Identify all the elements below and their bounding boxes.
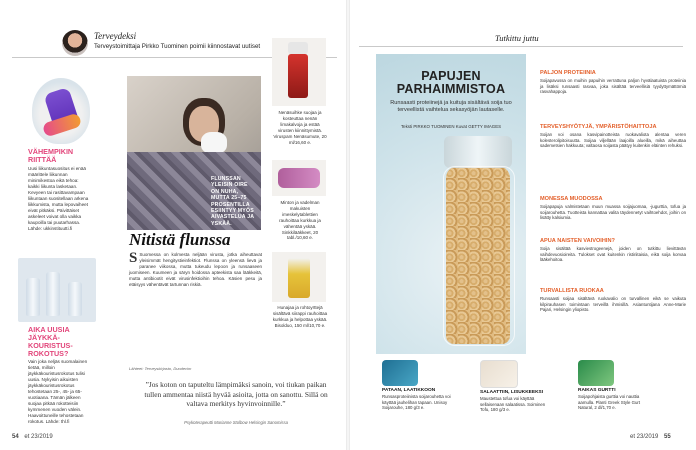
vaccine-image	[18, 258, 96, 322]
photo-tissue	[201, 132, 227, 154]
section-subtitle: Terveystoimittaja Pirkko Tuominen poimii kiinnostavat uutiset	[94, 43, 261, 50]
product-name-2: SALAATTIIN, LISUKKEEKSI	[480, 390, 544, 395]
sock-image	[32, 78, 90, 144]
section-body-1: Soijapavussa on muihin papuihin verrattuna paljon hyvälaatuista proteiinia ja lisäksi runsaasti rasvaa, joka sisältää terveellisiä tyydyttymättömiä rasvahappoja.	[540, 78, 686, 95]
soy-mince-image	[382, 360, 418, 386]
nasal-spray-image	[272, 38, 326, 106]
product-text-1: Nenäsuihke suojaa ja kosteuttaa nenän limakalvoja ja estää virusten kiinnittymistä. Viruspam Nenäsumute, 20 ml/16,60 e.	[273, 110, 327, 145]
section-heading-1: PALJON PROTEIINIA	[540, 70, 596, 76]
product-desc-1: Runsasproteiinista soijarouhetta voi käyttää jauhelihan tapaan. Unisoy Soijarouhe, 180 g/3 e.	[382, 394, 451, 411]
flu-photo	[127, 76, 261, 230]
section-body-3: Soijapapuja valmistetaan muun muassa soijajuomaa, -jugurttia, tofua ja soijarouhetta. Tuotteista kannattaa valita täydennetyt vaihtoehdot, joihin on lisätty kalsiumia.	[540, 204, 686, 221]
section-heading-4: APUA NAISTEN VAIVOIHIN?	[540, 238, 615, 244]
lozenges-image	[272, 160, 326, 196]
syrup-image	[272, 252, 326, 302]
section-heading-3: MONESSA MUODOSSA	[540, 196, 603, 202]
product-desc-2: Maustettua tofua voi käyttää sellaisenaan salaatissa. Soiminen Tofu, 180 g/3 e.	[480, 396, 546, 413]
photo-caption: FLUNSSAN YLEISIN OIRE ON NUHA, MUTTA 25–75 PROSENTILLA ESIINTYY MYÖS AIVASTELUA JA YSKÄÄ.	[211, 176, 255, 227]
right-section-title: Tutkittu juttu	[495, 33, 539, 43]
sidebar-heading-2: AIKA UUSIA JÄYKKÄ-KOURISTUS-ROKOTUS?	[28, 325, 73, 358]
product-desc-3: Soijapohjaista gurttia voi nauttia aamulla. Planti Greek Style Gurt Natural, 2 dl/1,70 e.	[578, 394, 641, 411]
product-text-3: Hunajaa ja rohtoyrttejä sisältävä siirappi rauhoittaa kurkkua ja helpottaa yskää. Bisolduo, 150 ml/10,70 e.	[272, 305, 328, 328]
sources-line: Lähteet: Terveyskirjasto, Duodecim	[129, 366, 192, 371]
syrup-bottle	[288, 258, 310, 298]
product-name-3: RAIKAS GURTTI	[578, 388, 616, 393]
product-card-2	[480, 360, 550, 413]
gurt-image	[578, 360, 614, 386]
lozenge-pack	[278, 168, 320, 188]
author-avatar	[62, 30, 88, 56]
sidebar-body-1: Uusi liikuntasuositus ei enää määrittele liikunnan minimikestoa eikä tehoa: kaikki liikunta lasketaan. Kevyeen tai rasittavampaan liikuntaan suositellaan arkena liikkumista, mutta lepovaiheet eivät pitkäksi. Päivittäiset askeleet voivat olla vaikka kaupoilla tai puutarhassa. Lähde: ukkinstituutti.fi	[28, 166, 89, 231]
page-number-left: 54	[12, 434, 19, 440]
product-card-3	[578, 360, 648, 411]
pull-quote: ”Jos koton on taputeltu lämpimäksi sanoin, voi tiukan paikan tullen ammentaa niistä hyvää asioita, jotta on sanottu. Sillä on valtava merkitys hyvinvoinnille.”	[144, 380, 328, 409]
page-gutter	[346, 0, 350, 450]
article-title: PAPUJEN PARHAIMMISTOA	[396, 69, 506, 96]
page-number-right: 55	[664, 434, 671, 440]
section-body-4: Soija sisältää kasviestrogeenejä, joiden on tutkittu lievittävän vaihdevuosioireita. Tulokset ovat kuitenkin ristiriitaisia, eikä soija korvaa lääkehoitoa.	[540, 246, 686, 263]
product-text-2: Minton ja vadelman makuisten imeskelytablettien rauhoittaa kurkkua ja vähentää yskää. Sinkkilääkkeet, 20 tabl./10,60 e.	[279, 200, 321, 241]
issue-left: et 23/2019	[24, 434, 53, 440]
footer-left	[12, 434, 53, 440]
drop-cap: S	[129, 250, 138, 266]
section-heading-2: TERVEYSHYÖTYJÄ, YMPÄRISTÖHAITTOJA	[540, 124, 657, 130]
article-author: Teksti PIRKKO TUOMINEN Kuvat GETTY IMAGES	[400, 124, 502, 129]
sidebar-heading-1: VÄHEMPIKIN RIITTÄÄ	[28, 147, 74, 164]
article-intro: Runsaasti proteiinejä ja kuituja sisältävä soija tuo terveellistä vaihtelua sekasyöjän lautaselle.	[390, 100, 512, 113]
footer-right	[630, 434, 671, 440]
product-card-1	[382, 360, 452, 411]
section-heading-5: TURVALLISTA RUOKAA	[540, 288, 604, 294]
sidebar-body-2: Vain joka neljäs suomalainen tietää, milloin jäykkäkouristusrokotus tulisi uusia. Nykyisin aikuisten jäykkäkouristusrokotus tehostetaan 25-, 45- ja 65-vuotiaana. Tämän jälkeen suojaa pitkää rokotteisiin kymmenen vuoden välein. Haavoittuneille tehostetaan rokotus. Lähde: thl.fi	[28, 359, 88, 424]
section-title: Terveydeksi	[94, 31, 137, 41]
quote-attribution: Psykoterapeutti Marianne Stolbow Helsingin Sanomissa	[184, 420, 288, 425]
section-body-2: Soijan voi osana kasvipainotteista ruokavaliota alentaa veren kolesterolipitoisuutta. Soijaa viljellään laajoilla alueilla, mikä aiheuttaa sademetsien hakkuuta; valtaosa soijasta päätyy kuitenkin eläinten rehuksi.	[540, 132, 686, 149]
product-name-1: PATAAN, LAATIKKOON	[382, 388, 436, 393]
right-header-divider	[359, 46, 683, 47]
section-body-5: Runsaasti soijaa sisältävä ruokavalio on turvallinen eikä se vaikuta kilpirauhasen toimintaan terveillä ihmisillä. Asiantuntijana Anne-Marie Pajari, Helsingin yliopisto.	[540, 296, 686, 313]
article-body	[129, 252, 262, 287]
spray-bottle	[288, 54, 308, 98]
article-text: Suomessa on kolmesta neljään virusta, jotka aiheuttavat yleisimmät hengitystieinfektiot. Flunssa on yleensä lievä ja paranee viikossa, mutta tukeudu lepoon ja runsaaseen juomiseen. Kuumeen ja säryn hoidossa apteekista saa lääkkeitä, mutta antibiootit eivät virusinfektioihin tehoa. Käsien pesu ja etäisyys vähentävät tartunnan riskiä.	[129, 252, 262, 287]
issue-right: et 23/2019	[630, 434, 659, 440]
soybean-jar	[446, 166, 510, 344]
spray-cap	[288, 42, 308, 54]
tofu-image	[480, 360, 518, 388]
soybean-jar-photo	[376, 54, 526, 354]
article-headline: Nitistä flunssa	[129, 230, 231, 249]
